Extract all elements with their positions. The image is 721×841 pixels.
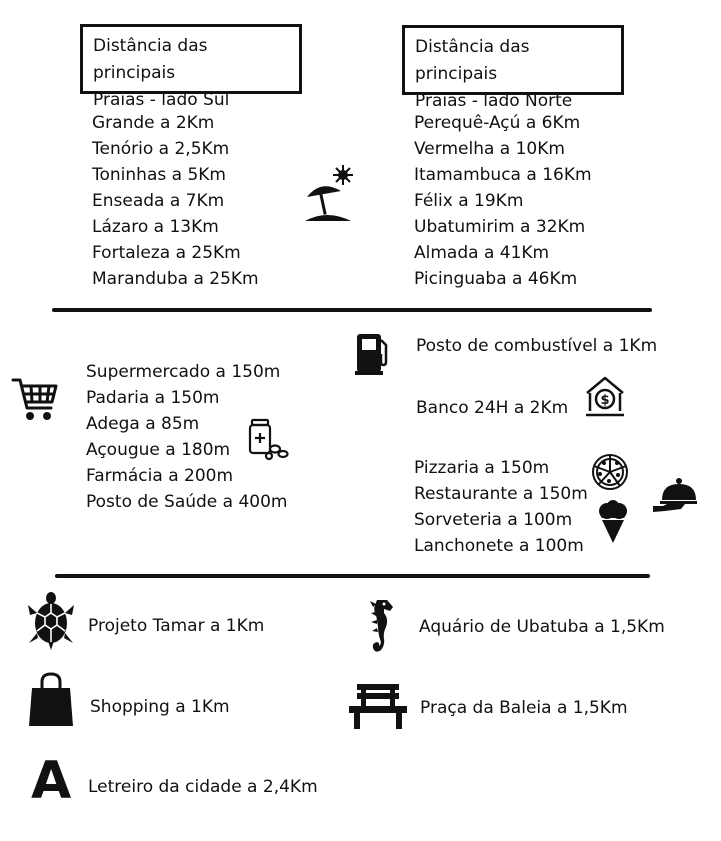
projeto-tamar-label: Projeto Tamar a 1Km [88,616,265,636]
south-beaches-list [92,110,259,292]
bench-icon [349,684,407,730]
section-divider-bottom [55,574,650,578]
shopping-cart-icon [11,376,59,424]
list-item: Padaria a 150m [86,388,220,408]
list-item: Fortaleza a 25Km [92,243,241,263]
letreiro-label: Letreiro da cidade a 2,4Km [88,777,318,797]
fuel-station-label: Posto de combustível a 1Km [416,336,658,356]
letter-a-icon: A [31,751,72,811]
list-item: Ubatumirim a 32Km [414,217,586,237]
aquario-label: Aquário de Ubatuba a 1,5Km [419,617,665,637]
list-item: Lanchonete a 100m [414,536,584,556]
svg-text:$: $ [600,393,610,408]
north-beaches-list [414,110,592,292]
list-item: Sorveteria a 100m [414,510,573,530]
bank-icon [584,375,626,419]
medicine-icon [247,418,289,460]
list-item: Açougue a 180m [86,440,231,460]
list-item: Posto de Saúde a 400m [86,492,288,512]
list-item: Supermercado a 150m [86,362,281,382]
list-item: Grande a 2Km [92,113,215,133]
list-item: Toninhas a 5Km [92,165,226,185]
north-beaches-title-box [402,25,624,111]
list-item: Félix a 19Km [414,191,524,211]
list-item: Farmácia a 200m [86,466,234,486]
south-title-line2: Praias - lado Sul [93,90,230,110]
south-beaches-title-box [80,24,302,110]
turtle-icon [27,591,75,651]
list-item: Almada a 41Km [414,243,550,263]
seahorse-icon [367,598,397,654]
south-title-line1: Distância das principais [93,36,208,83]
bank-label: Banco 24H a 2Km [416,398,569,418]
praca-baleia-label: Praça da Baleia a 1,5Km [420,698,628,718]
shopping-label: Shopping a 1Km [90,697,230,717]
list-item: Maranduba a 25Km [92,269,259,289]
list-item: Restaurante a 150m [414,484,588,504]
cloche-icon [651,476,697,516]
section-divider-top [52,308,652,312]
list-item: Enseada a 7Km [92,191,225,211]
list-item: Tenório a 2,5Km [92,139,230,159]
ice-cream-icon [597,500,629,544]
north-title-line1: Distância das principais [415,37,530,84]
list-item: Vermelha a 10Km [414,139,565,159]
north-title-line2: Praias - lado Norte [415,91,573,111]
fuel-pump-icon [355,332,389,376]
list-item: Adega a 85m [86,414,200,434]
pizza-icon [589,452,631,492]
list-item: Itamambuca a 16Km [414,165,592,185]
list-item: Perequê-Açú a 6Km [414,113,581,133]
list-item: Picinguaba a 46Km [414,269,578,289]
food-list [414,455,588,559]
shopping-bag-icon [28,672,74,728]
list-item: Pizzaria a 150m [414,458,550,478]
beach-umbrella-icon [303,163,355,223]
list-item: Lázaro a 13Km [92,217,219,237]
